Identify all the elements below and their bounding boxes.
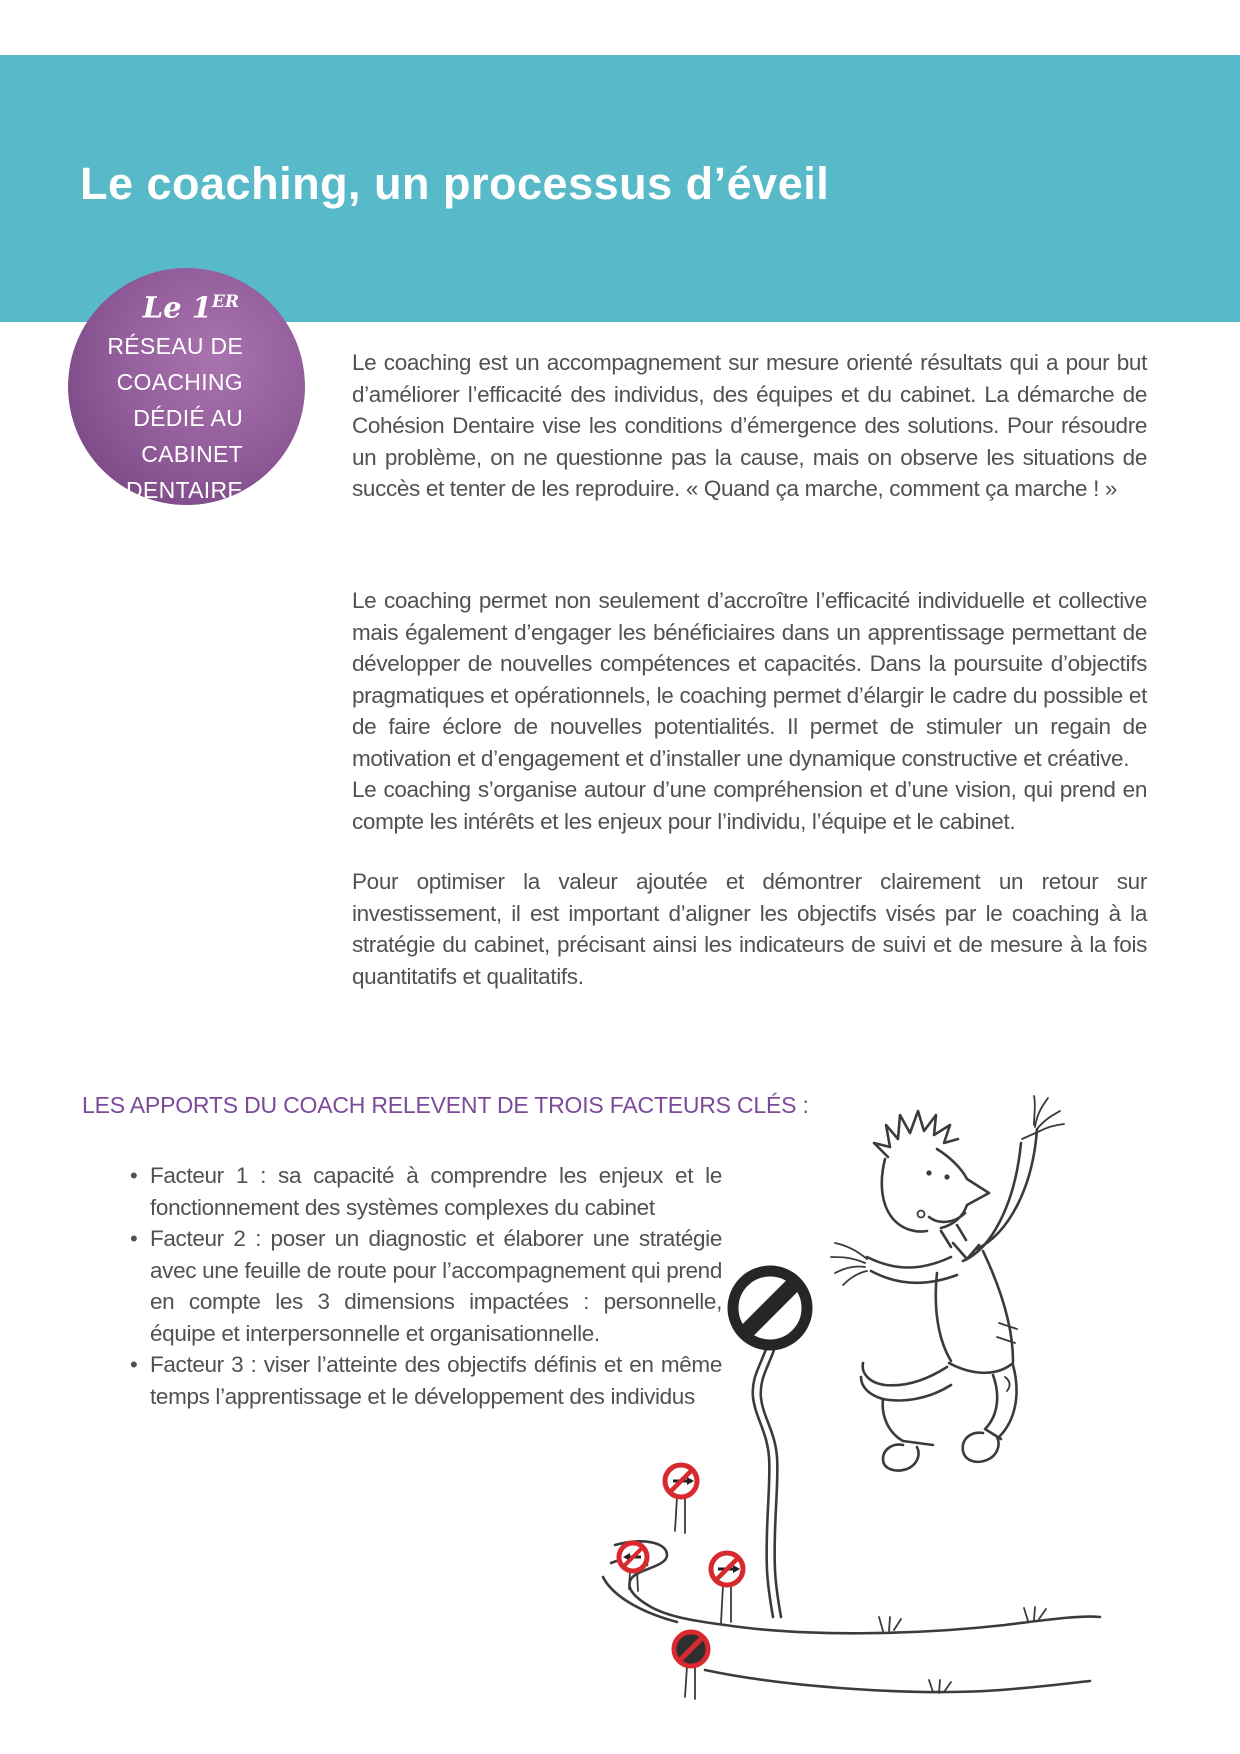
list-item-text: Facteur 1 : sa capacité à comprendre les enjeux et le fonctionnement des systèmes complexes du cabinet [150,1163,722,1220]
paragraph-benefits: Le coaching permet non seulement d’accroître l’efficacité individuelle et collective mais également d’engager les bénéficiaires dans un apprentissage permettant de développer de nouvelles compétences et capacités. Dans la poursuite d’objectifs pragmatiques et opérationnels, le coaching permet d’élargir le cadre du possible et de faire éclore de nouvelles potentialités. Il permet de stimuler un regain de motivation et d’engagement et d’installer une dynamique constructive et créative. [352,588,1147,771]
paragraph-roi: Pour optimiser la valeur ajoutée et démontrer clairement un retour sur investissement, il est important d’aligner les objectifs visés par le coaching à la stratégie du cabinet, précisant ainsi les indicateurs de suivi et de mesure à la fois quantitatifs et qualitatifs. [352,869,1147,989]
paragraph-group [352,585,1147,992]
badge-line: DENTAIRE [126,476,243,503]
list-item-text: Facteur 3 : viser l’atteinte des objectifs définis et en même temps l’apprentissage et le développement des individus [150,1352,722,1409]
prohibition-sign-icon [674,1632,708,1699]
grass-icon [879,1607,1046,1693]
illustration-jumping-man [585,1065,1135,1700]
jumping-man [831,1096,1064,1471]
bullet-icon: • [130,1163,138,1188]
badge-script-line [107,282,243,328]
badge-line: RÉSEAU DE [107,332,243,359]
badge-text [107,282,243,508]
badge-script-sup: ER [211,292,239,312]
badge-reseau-coaching [68,268,305,505]
bullet-icon: • [130,1226,138,1251]
section-heading: LES APPORTS DU COACH RELEVENT DE TROIS FACTEURS CLÉS : [82,1092,809,1118]
paragraph-organisation: Le coaching s’organise autour d’une compréhension et d’une vision, qui prend en compte les intérêts et les enjeux pour l’individu, l’équipe et le cabinet. [352,777,1147,834]
prohibition-sign-icon [665,1465,697,1533]
badge-line: CABINET [141,440,243,467]
paragraph-intro: Le coaching est un accompagnement sur mesure orienté résultats qui a pour but d’améliorer l’efficacité des individus, des équipes et du cabinet. La démarche de Cohésion Dentaire vise les conditions d’émergence des solutions. Pour résoudre un problème, on ne questionne pas la cause, mais on observe les situations de succès et tenter de les reproduire. « Quand ça marche, comment ça marche ! » [352,350,1147,501]
list-item-text: Facteur 2 : poser un diagnostic et élaborer une stratégie avec une feuille de route pour l’accompagnement qui prend en compte les 3 dimensions impactées : personnelle, équipe et interpersonnelle et organisationnelle. [150,1226,722,1346]
ground-lines [705,1607,1100,1693]
page-title: Le coaching, un processus d’éveil [80,158,830,209]
badge-script-main: Le 1 [142,290,212,325]
prohibition-sign-icon [711,1553,743,1623]
badge-line: COACHING [116,368,243,395]
prohibition-sign-icon [619,1543,647,1591]
badge-line: DÉDIÉ AU [133,404,243,431]
bullet-icon: • [130,1352,138,1377]
